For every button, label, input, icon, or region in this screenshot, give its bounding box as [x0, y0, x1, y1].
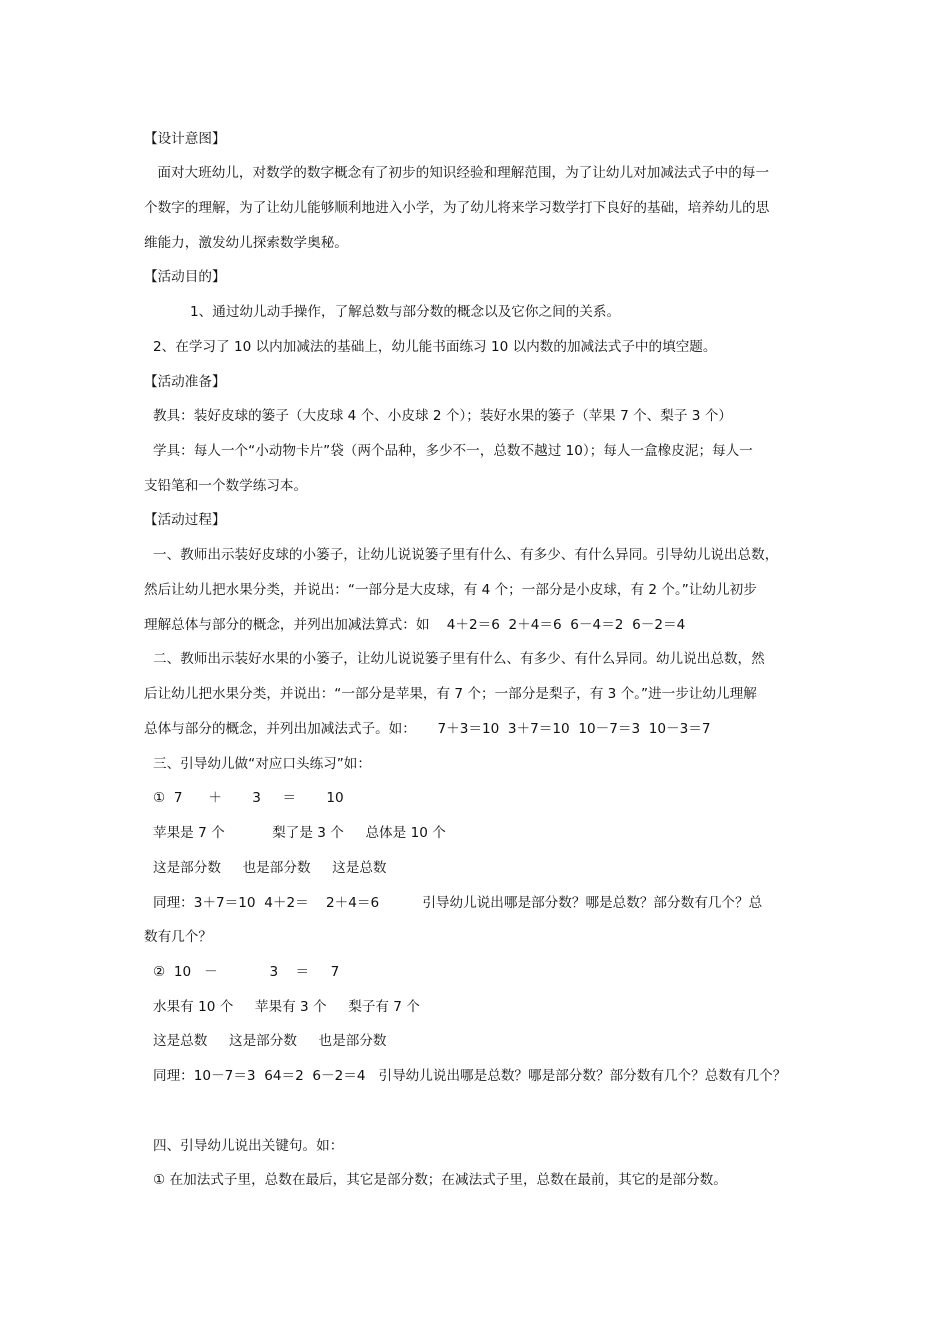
process-step-4: 四、引导幼儿说出关键句。如： [153, 1138, 344, 1154]
paragraph-line: 水果有 10 个 苹果有 3 个 梨子有 7 个 [153, 999, 420, 1015]
paragraph-line: 维能力，激发幼儿探索数学奥秘。 [144, 235, 348, 251]
paragraph-line: 后让幼儿把水果分类，并说出：“一部分是苹果，有 7 个；一部分是梨子，有 3 个。”进一步让幼儿理解 [144, 686, 757, 702]
heading-activity-process: 【活动过程】 [144, 512, 226, 528]
paragraph-line: 这是部分数 也是部分数 这是总数 [153, 860, 387, 876]
goal-item-2: 2、在学习了 10 以内加减法的基础上，幼儿能书面练习 10 以内数的加减法式子中的填空题。 [153, 339, 717, 355]
paragraph-line: 这是总数 这是部分数 也是部分数 [153, 1033, 387, 1049]
equation-line: ① 7 ＋ 3 ＝ 10 [153, 790, 344, 806]
prep-learning-aids: 学具：每人一个“小动物卡片”袋（两个品种，多少不一，总数不越过 10）；每人一盒橡皮泥；每人一 [153, 443, 753, 459]
prep-teaching-aids: 教具：装好皮球的篓子（大皮球 4 个、小皮球 2 个）；装好水果的篓子（苹果 7 个、梨子 3 个） [153, 408, 732, 424]
process-step-2: 二、教师出示装好水果的小篓子，让幼儿说说篓子里有什么、有多少、有什么异同。幼儿说出总数，然 [153, 651, 765, 667]
equation-line: ② 10 － 3 ＝ 7 [153, 964, 340, 980]
heading-activity-goal: 【活动目的】 [144, 269, 226, 285]
paragraph-line: ① 在加法式子里，总数在最后，其它是部分数；在减法式子里，总数在最前，其它的是部分数。 [153, 1172, 727, 1188]
process-step-1: 一、教师出示装好皮球的小篓子，让幼儿说说篓子里有什么、有多少、有什么异同。引导幼儿说出总数， [153, 547, 779, 563]
paragraph-line: 苹果是 7 个 梨了是 3 个 总体是 10 个 [153, 825, 446, 841]
paragraph-line: 个数字的理解，为了让幼儿能够顺利地进入小学，为了幼儿将来学习数学打下良好的基础，培养幼儿的思 [144, 200, 770, 216]
paragraph-line: 总体与部分的概念，并列出加减法式子。如： 7＋3＝10 3＋7＝10 10－7＝3 10－3＝7 [144, 721, 711, 737]
paragraph-line: 数有几个？ [144, 929, 212, 945]
paragraph-line: 理解总体与部分的概念，并列出加减法算式：如 4＋2＝6 2＋4＝6 6－4＝2 6－2＝4 [144, 617, 686, 633]
paragraph-line: 同理：10－7＝3 64＝2 6－2＝4 引导幼儿说出哪是总数？哪是部分数？部分数有几个？总数有几个？ [153, 1068, 787, 1084]
paragraph-line: 支铅笔和一个数学练习本。 [144, 478, 308, 494]
heading-activity-prep: 【活动准备】 [144, 374, 226, 390]
goal-item-1: 1、通过幼儿动手操作，了解总数与部分数的概念以及它你之间的关系。 [190, 304, 621, 320]
paragraph-line: 面对大班幼儿，对数学的数字概念有了初步的知识经验和理解范围，为了让幼儿对加减法式子中的每一 [153, 165, 770, 181]
process-step-3: 三、引导幼儿做“对应口头练习”如： [153, 756, 371, 772]
heading-design-intent: 【设计意图】 [144, 131, 226, 147]
paragraph-line: 同理：3＋7＝10 4＋2＝ 2＋4＝6 引导幼儿说出哪是部分数？哪是总数？部分数有几个？总 [153, 895, 763, 911]
paragraph-line: 然后让幼儿把水果分类，并说出：“一部分是大皮球，有 4 个；一部分是小皮球，有 2 个。”让幼儿初步 [144, 582, 757, 598]
